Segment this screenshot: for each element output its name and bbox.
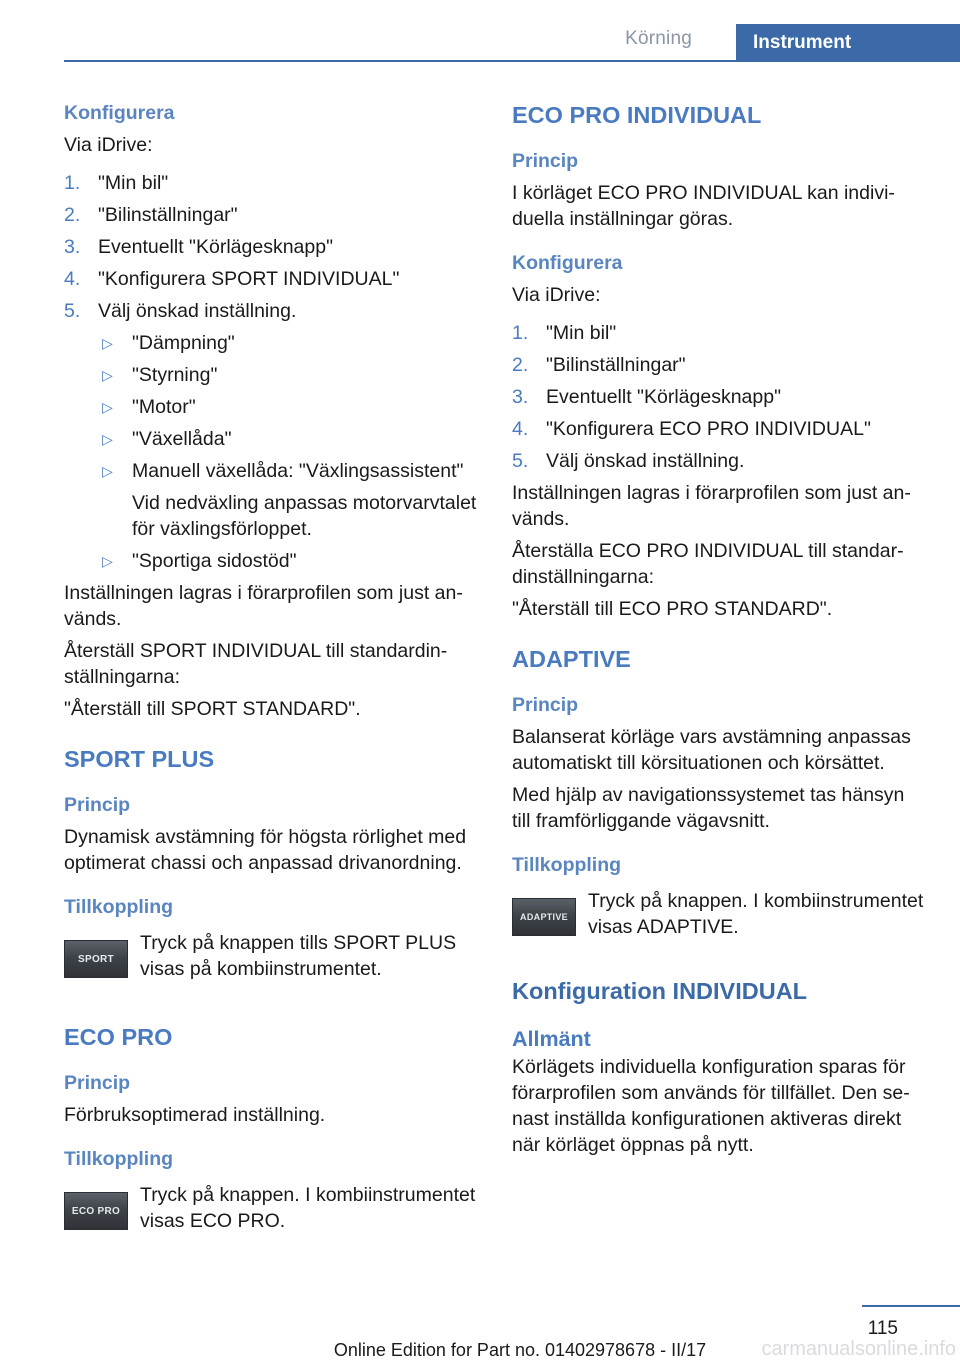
- footer-rule: [862, 1305, 960, 1307]
- option-note: Vid nedväxling anpassas motorvarvtalet för växlingsförloppet.: [132, 492, 477, 540]
- list-item: ▷ "Dämpning": [102, 332, 235, 354]
- adaptive-activation-heading: Tillkoppling: [512, 854, 622, 876]
- eco-reset-command: "Återställ till ECO PRO STANDARD".: [512, 598, 833, 620]
- eco-individual-configure-heading: Konfigurera: [512, 252, 623, 274]
- eco-pro-activation-heading: Tillkoppling: [64, 1148, 174, 1170]
- sport-plus-activation: [64, 930, 480, 982]
- page-header: [0, 0, 960, 62]
- triangle-bullet-icon: ▷: [102, 399, 113, 415]
- right-column: [512, 100, 924, 1158]
- header-rule: [64, 60, 960, 62]
- sport-plus-principle-heading: Princip: [64, 794, 131, 816]
- list-item: 4. "Konfigurera ECO PRO INDIVIDUAL": [512, 418, 871, 440]
- sport-plus-activation-heading: Tillkoppling: [64, 896, 174, 918]
- adaptive-navigation: Med hjälp av navigationssystemet tas hänsyn till framförliggande vägavsnitt.: [512, 784, 905, 832]
- eco-individual-via: Via iDrive:: [512, 284, 601, 306]
- sport-plus-title: SPORT PLUS: [64, 746, 215, 772]
- eco-reset-text: Återställa ECO PRO INDIVIDUAL till standardinställningarna:: [512, 540, 904, 588]
- triangle-bullet-icon: ▷: [102, 553, 113, 569]
- adaptive-activation: [512, 888, 924, 940]
- sport-plus-principle: Dynamisk avstämning för högsta rörlighet med optimerat chassi och anpassad drivanordning.: [64, 826, 467, 874]
- list-item: 4. "Konfigurera SPORT INDIVIDUAL": [64, 268, 400, 290]
- eco-pro-button-image: ECO PRO: [64, 1192, 128, 1230]
- adaptive-button-image: ADAPTIVE: [512, 898, 576, 936]
- triangle-bullet-icon: ▷: [102, 431, 113, 447]
- edition-text: Online Edition for Part no. 01402978678 - II/17: [333, 1340, 707, 1360]
- eco-individual-title: ECO PRO INDIVIDUAL: [512, 102, 762, 128]
- list-item: 5. Välj önskad inställning.: [512, 450, 745, 472]
- list-item: ▷ "Styrning": [102, 364, 218, 386]
- list-item: ▷ "Växellåda": [102, 428, 232, 450]
- eco-individual-principle: I körläget ECO PRO INDIVIDUAL kan individuella inställningar göras.: [512, 182, 895, 230]
- list-item: ▷ "Motor": [102, 396, 196, 418]
- eco-pro-title: ECO PRO: [64, 1024, 173, 1050]
- list-item: 3. Eventuellt "Körlägesknapp": [64, 236, 333, 258]
- general-text: Körlägets individuella konfiguration sparas för förarprofilen som används för tillfället. Den senast inställda konfigurationen aktiveras direkt när körläget öppnas på nytt.: [512, 1056, 910, 1156]
- eco-pro-activation-text: Tryck på knappen. I kombiinstrumentet visas ECO PRO.: [140, 1184, 476, 1232]
- page-number: 115: [867, 1318, 898, 1339]
- list-item: 2. "Bilinställningar": [512, 354, 686, 376]
- left-column: [64, 100, 480, 1234]
- via-idrive-text: Via iDrive:: [64, 134, 153, 156]
- configure-heading: Konfigurera: [64, 102, 175, 124]
- eco-pro-principle: Förbruksoptimerad inställning.: [64, 1104, 326, 1126]
- eco-individual-steps: [512, 320, 924, 474]
- adaptive-principle-heading: Princip: [512, 694, 579, 716]
- watermark: carmanualsonline.info: [761, 1338, 956, 1360]
- header-chapter-tab: Instrument: [736, 24, 960, 62]
- header-section-label: Körning: [625, 28, 692, 49]
- list-item: 1. "Min bil": [64, 172, 169, 194]
- adaptive-principle: Balanserat körläge vars avstämning anpassas automatiskt till körsituationen och körsättet.: [512, 726, 911, 774]
- eco-pro-principle-heading: Princip: [64, 1072, 131, 1094]
- triangle-bullet-icon: ▷: [102, 335, 113, 351]
- eco-pro-activation: [64, 1182, 480, 1234]
- list-item: 1. "Min bil": [512, 322, 617, 344]
- sport-individual-steps: [64, 170, 480, 324]
- reset-text: Återställ SPORT INDIVIDUAL till standardinställningarna:: [64, 640, 448, 688]
- eco-stored-text: Inställningen lagras i förarprofilen som just används.: [512, 482, 911, 530]
- list-item: 3. Eventuellt "Körlägesknapp": [512, 386, 781, 408]
- sport-button-image: SPORT: [64, 940, 128, 978]
- setting-options-list: [98, 330, 480, 574]
- reset-command: "Återställ till SPORT STANDARD".: [64, 698, 361, 720]
- eco-individual-principle-heading: Princip: [512, 150, 579, 172]
- general-heading: Allmänt: [512, 1027, 591, 1051]
- list-item: 2. "Bilinställningar": [64, 204, 238, 226]
- list-item: 5. Välj önskad inställning.: [64, 300, 297, 322]
- stored-text: Inställningen lagras i förarprofilen som just används.: [64, 582, 463, 630]
- list-item: ▷ "Sportiga sidostöd": [102, 550, 297, 572]
- sport-plus-activation-text: Tryck på knappen tills SPORT PLUS visas på kombiinstrumentet.: [140, 932, 457, 980]
- config-individual-title: Konfiguration INDIVIDUAL: [512, 978, 808, 1004]
- triangle-bullet-icon: ▷: [102, 367, 113, 383]
- adaptive-activation-text: Tryck på knappen. I kombiinstrumentet visas ADAPTIVE.: [588, 890, 924, 938]
- list-item: ▷ Manuell växellåda: "Växlingsassistent" Vid nedväxling anpassas motorvarvtalet för växlingsförloppet.: [98, 458, 480, 542]
- adaptive-title: ADAPTIVE: [512, 646, 631, 672]
- triangle-bullet-icon: ▷: [102, 463, 113, 479]
